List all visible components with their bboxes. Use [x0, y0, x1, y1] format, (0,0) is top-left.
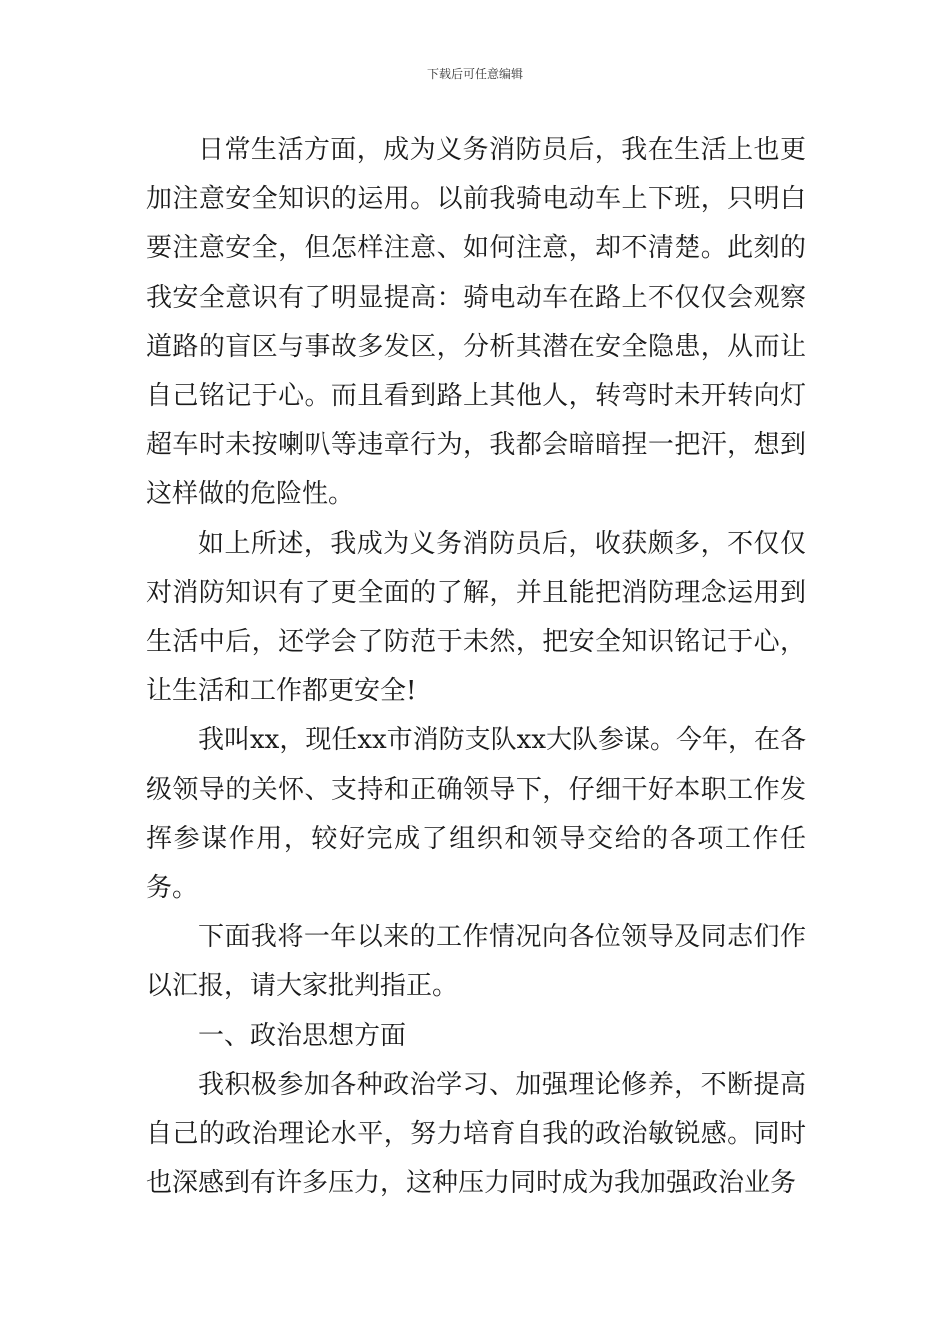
document-body	[146, 126, 806, 1208]
paragraph-report-intro: 下面我将一年以来的工作情况向各位领导及同志们作以汇报，请大家批判指正。	[146, 922, 806, 1002]
section-heading-political: 一、政治思想方面	[198, 1020, 407, 1051]
paragraph-introduction: 我叫xx，现任xx市消防支队xx大队参谋。今年，在各级领导的关怀、支持和正确领导下，仔细干好本职工作发挥参谋作用，较好完成了组织和领导交给的各项工作任务。	[146, 725, 806, 904]
paragraph-summary: 如上所述，我成为义务消防员后，收获颇多，不仅仅对消防知识有了更全面的了解，并且能把消防理念运用到生活中后，还学会了防范于未然，把安全知识铭记于心，让生活和工作都更安全!	[146, 528, 806, 707]
paragraph-political-study: 我积极参加各种政治学习、加强理论修养，不断提高自己的政治理论水平，努力培育自我的政治敏锐感。同时也深感到有许多压力，这种压力同时成为我加强政治业务	[146, 1069, 806, 1199]
page-header-note: 下载后可任意编辑	[426, 67, 523, 81]
paragraph-daily-life: 日常生活方面，成为义务消防员后，我在生活上也更加注意安全知识的运用。以前我骑电动车上下班，只明白要注意安全，但怎样注意、如何注意，却不清楚。此刻的我安全意识有了明显提高：骑电动车在路上不仅仅会观察道路的盲区与事故多发区，分析其潜在安全隐患，从而让自己铭记于心。而且看到路上其他人，转弯时未开转向灯超车时未按喇叭等违章行为，我都会暗暗捏一把汗，想到这样做的危险性。	[146, 135, 806, 510]
